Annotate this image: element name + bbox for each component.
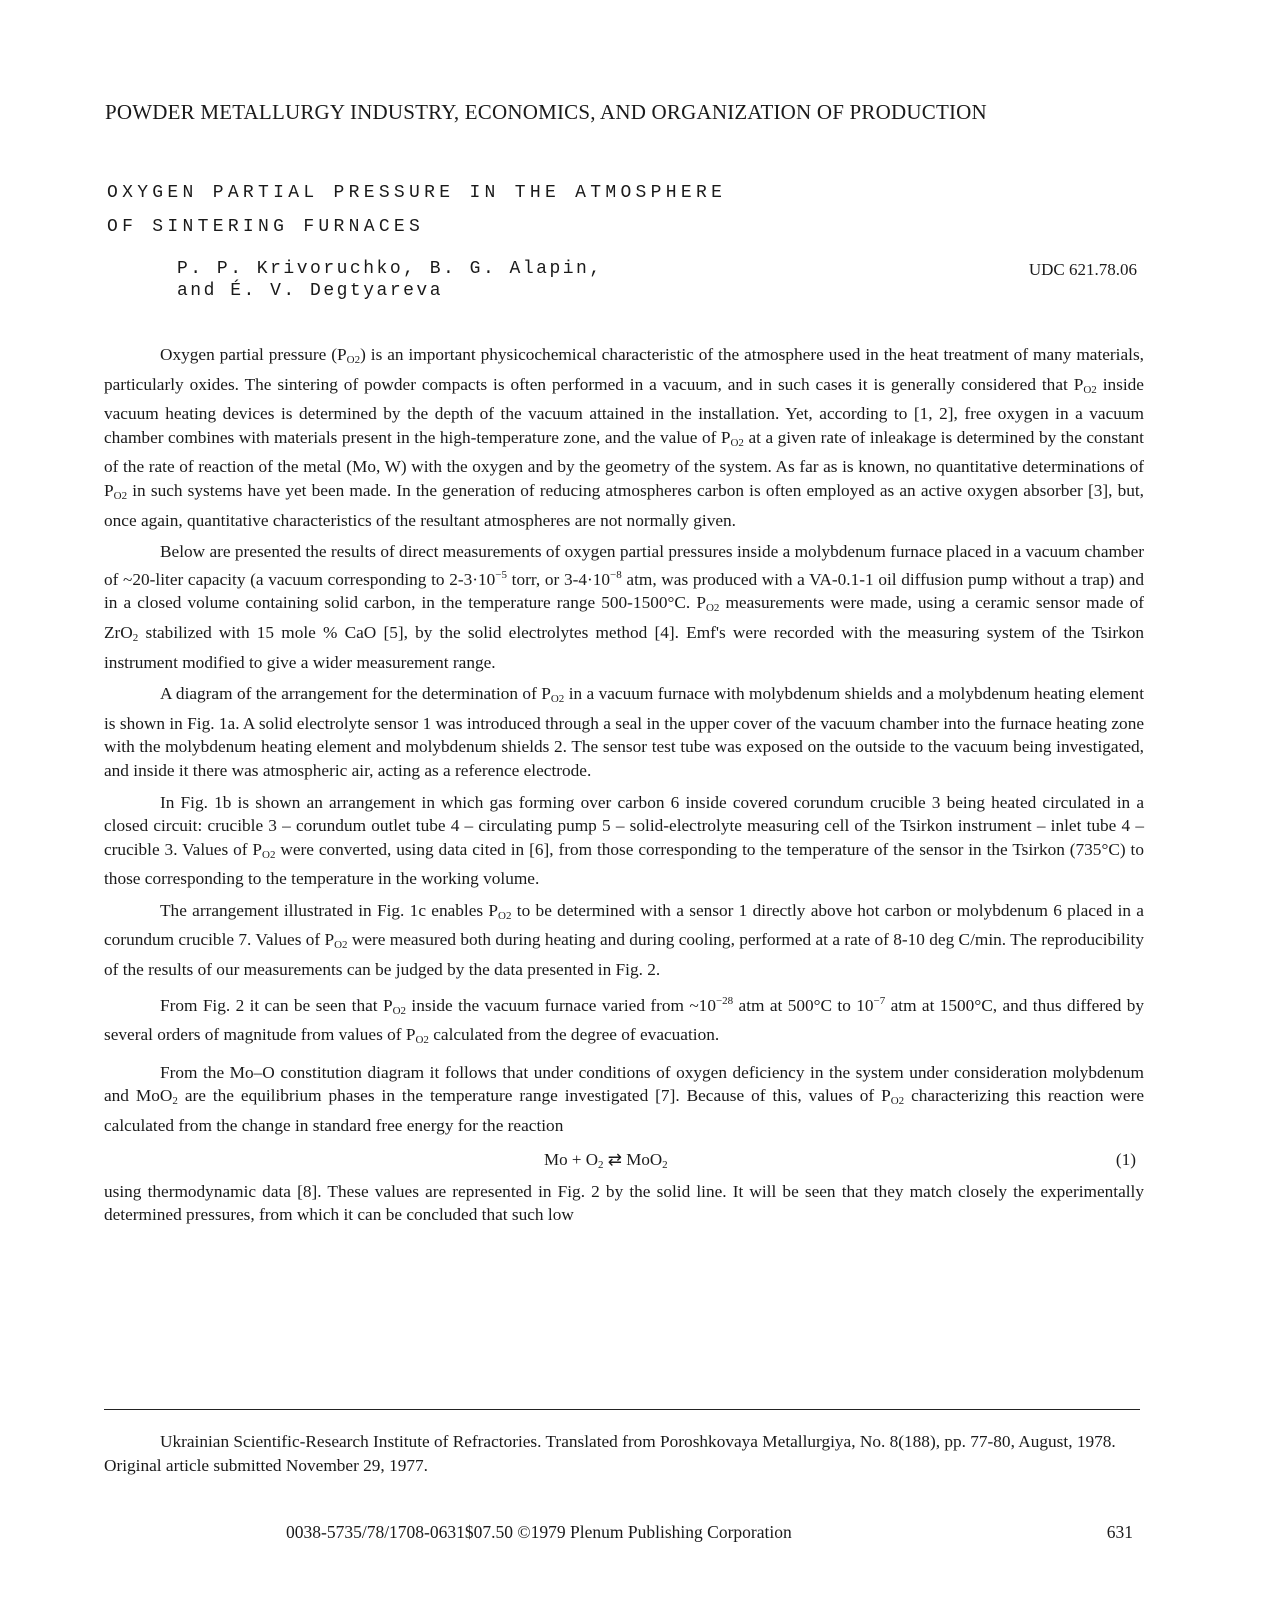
- footnote: [104, 1430, 1144, 1478]
- text-run: torr, or 3-4·10: [507, 569, 611, 589]
- text-run: calculated from the degree of evacuation.: [428, 1025, 720, 1045]
- authors: [177, 258, 603, 302]
- text-run: were converted, using data cited in [6], from those corresponding to the temperature of the sensor in the Tsirkon (735°C) to those corresponding to the temperature in the working volume.: [104, 839, 1144, 889]
- paragraph-4: [104, 791, 1144, 891]
- superscript: −8: [610, 568, 622, 581]
- equation-number: (1): [1115, 1149, 1136, 1169]
- text-run: Oxygen partial pressure (P: [160, 345, 347, 364]
- equation-1: [104, 1146, 1144, 1176]
- subscript: O2: [392, 1004, 407, 1017]
- paragraph-3: [104, 682, 1144, 782]
- text-run: stabilized with 15 mole % CaO [5], by the solid electrolytes method [4]. Emf's were recorded with the measuring system of the Tsirkon instrument modified to give a wider measurement range.: [104, 622, 1144, 672]
- equation-right: MoO: [626, 1149, 663, 1169]
- paragraph-7: [104, 1061, 1144, 1138]
- text-run: A diagram of the arrangement for the determination of P: [160, 684, 551, 704]
- text-run: were measured both during heating and during cooling, performed at a rate of 8-10 deg C/min. The reproducibility of the results of our measurements can be judged by the data presented in Fig. 2.: [104, 930, 1144, 980]
- subscript: O2: [346, 354, 361, 366]
- superscript: −28: [715, 994, 734, 1007]
- text-run: atm, was produced with a VA-0.1-1 oil diffusion pump without a trap) and in a closed volume containing solid carbon, in the temperature range 500-1500°C. P: [104, 569, 1145, 613]
- subscript: O2: [1083, 383, 1097, 396]
- authors-line-1: P. P. Krivoruchko, B. G. Alapin,: [177, 259, 603, 279]
- text-run: atm at 500°C to 10: [733, 995, 874, 1015]
- paragraph-8: using thermodynamic data [8]. These values are represented in Fig. 2 by the solid line. It will be seen that they match closely the experimentally determined pressures, from which it can be concluded that such low: [104, 1181, 1144, 1225]
- subscript: O2: [705, 602, 720, 615]
- text-run: From Fig. 2 it can be seen that P: [160, 995, 393, 1015]
- text-run: inside the vacuum furnace varied from ~10: [406, 995, 716, 1015]
- text-run: From the Mo–O constitution diagram it follows that under conditions of oxygen deficiency in the system under consideration molybdenum and MoO: [104, 1062, 1144, 1106]
- footnote-text: Ukrainian Scientific-Research Institute of Refractories. Translated from Poroshkovaya Metallurgiya, No. 8(188), pp. 77-80, August, 1978. Original article submitted November 29, 1977.: [104, 1432, 1116, 1475]
- authors-line-2: and É. V. Degtyareva: [177, 281, 444, 301]
- subscript: 2: [132, 631, 139, 644]
- article-title-line-2: OF SINTERING FURNACES: [107, 217, 425, 237]
- text-run: to be determined with a sensor 1 directly above hot carbon or molybdenum 6 placed in a corundum crucible 7. Values of P: [104, 900, 1144, 950]
- copyright-line: 0038-5735/78/1708-0631$07.50 ©1979 Plenum Publishing Corporation: [286, 1522, 792, 1542]
- paragraph-1: [104, 343, 1144, 532]
- text-run: are the equilibrium phases in the temperature range investigated [7]. Because of this, values of P: [177, 1086, 891, 1106]
- subscript: O2: [262, 848, 276, 861]
- subscript: O2: [550, 693, 565, 706]
- paragraph-5: [104, 899, 1144, 982]
- subscript: O2: [415, 1034, 429, 1047]
- paragraph-2: [104, 540, 1144, 674]
- subscript: 2: [662, 1158, 668, 1171]
- text-run: in such systems have yet been made. In the generation of reducing atmospheres carbon is often employed as an active oxygen absorber [3], but, once again, quantitative characteristics of the resultant atmospheres are not normally given.: [104, 480, 1144, 530]
- text-run: inside vacuum heating devices is determined by the depth of the vacuum attained in the installation. Yet, according to [1, 2], free oxygen in a vacuum chamber combines with materials present in the high-temperature zone, and the value of P: [104, 374, 1144, 447]
- page-number: 631: [1106, 1522, 1133, 1542]
- article-title: [107, 176, 726, 244]
- article-title-line-1: OXYGEN PARTIAL PRESSURE IN THE ATMOSPHERE: [107, 183, 727, 203]
- equation-expression: [544, 1148, 668, 1178]
- subscript: O2: [498, 909, 512, 922]
- subscript: O2: [113, 489, 128, 502]
- article-body: [104, 343, 1144, 1235]
- text-run: In Fig. 1b is shown an arrangement in which gas forming over carbon 6 inside covered corundum crucible 3 being heated circulated in a closed circuit: crucible 3 – corundum outlet tube 4 – circulating pump 5 – solid-electrolyte measuring cell of the Tsirkon instrument – inlet tube 4 – crucible 3. Values of P: [104, 792, 1144, 859]
- subscript: O2: [890, 1095, 905, 1108]
- text-run: The arrangement illustrated in Fig. 1c enables P: [160, 900, 499, 920]
- footnote-divider: [104, 1409, 1140, 1410]
- text-run: characterizing this reaction were calculated from the change in standard free energy for the reaction: [104, 1086, 1144, 1136]
- text-run: Below are presented the results of direct measurements of oxygen partial pressures inside a molybdenum furnace placed in a vacuum chamber of ~20-liter capacity (a vacuum corresponding to 2-3·10: [104, 542, 1144, 589]
- paragraph-6: [104, 990, 1144, 1053]
- superscript: −7: [873, 994, 886, 1007]
- text-run: atm at 1500°C, and thus differed by several orders of magnitude from values of P: [104, 995, 1144, 1045]
- equilibrium-arrow-icon: ⇄: [603, 1149, 627, 1169]
- text-run: at a given rate of inleakage is determined by the constant of the rate of reaction of the metal (Mo, W) with the oxygen and by the geometry of the system. As far as is known, no quantitative determinations of P: [104, 427, 1144, 500]
- text-run: in a vacuum furnace with molybdenum shields and a molybdenum heating element is shown in Fig. 1a. A solid electrolyte sensor 1 was introduced through a seal in the upper cover of the vacuum chamber into the furnace heating zone with the molybdenum heating element and molybdenum shields 2. The sensor test tube was exposed on the outside to the vacuum being investigated, and inside it there was atmospheric air, acting as a reference electrode.: [104, 684, 1144, 780]
- superscript: −5: [495, 568, 507, 581]
- text-run: measurements were made, using a ceramic sensor made of ZrO: [104, 593, 1145, 642]
- text-run: ) is an important physicochemical characteristic of the atmosphere used in the heat treatment of many materials, particularly oxides. The sintering of powder compacts is often performed in a vacuum, and in such cases it is generally considered that P: [104, 345, 1144, 394]
- equation-left: Mo + O: [544, 1149, 598, 1169]
- subscript: O2: [730, 436, 744, 449]
- subscript: 2: [172, 1095, 178, 1108]
- subscript: 2: [597, 1158, 604, 1171]
- udc-code: UDC 621.78.06: [1028, 260, 1137, 279]
- subscript: O2: [334, 939, 348, 952]
- section-title: POWDER METALLURGY INDUSTRY, ECONOMICS, AND ORGANIZATION OF PRODUCTION: [105, 100, 987, 124]
